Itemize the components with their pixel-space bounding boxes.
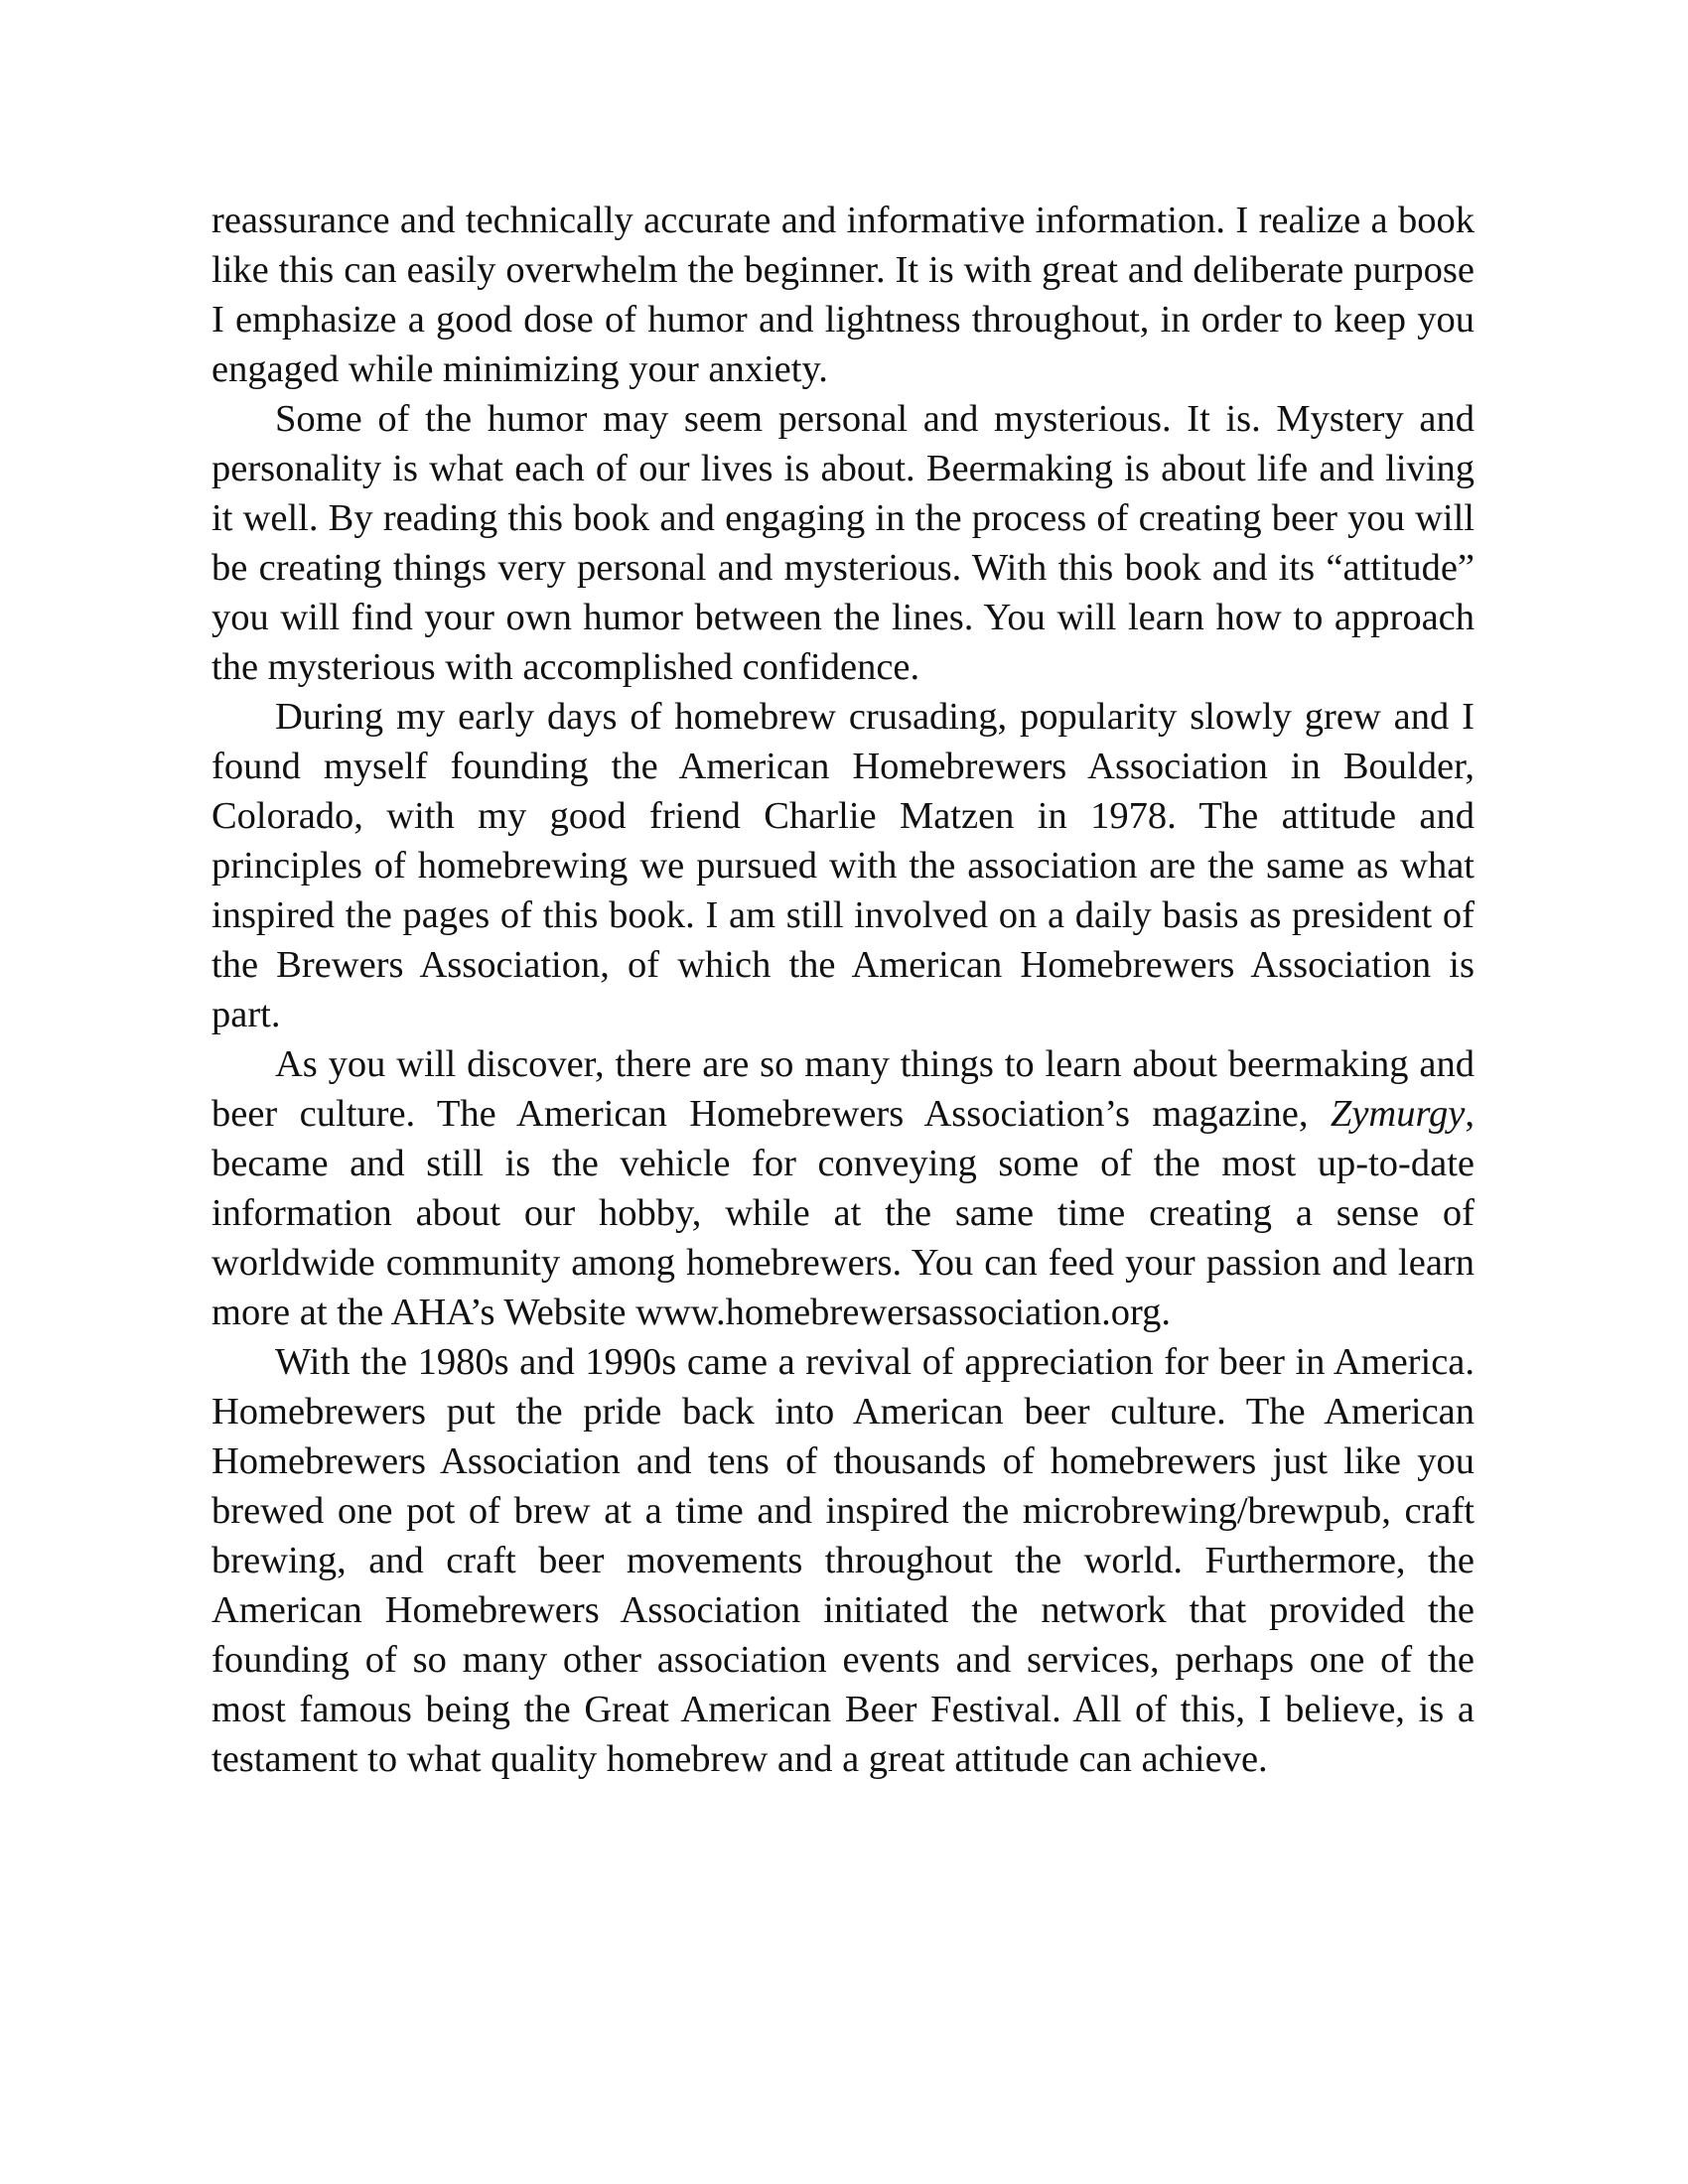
paragraph: During my early days of homebrew crusading, popularity slowly grew and I found myself founding the American Homebrewers Association in Boulder, Colorado, with my good friend Charlie Matzen in 1978. The attitude and principles of homebrewing we pursued with the association are the same as what inspired the pages of this book. I am still involved on a daily basis as president of the Brewers Association, of which the American Homebrewers Association is part. (211, 696, 1475, 1035)
paragraph-text: As you will discover, there are so many things to learn about beermaking and beer culture. The American Homebrewers Association’s magazine, (211, 1043, 1475, 1135)
website-url: www.homebrewersassociation.org. (635, 1292, 1171, 1333)
paragraph: With the 1980s and 1990s came a revival of appreciation for beer in America. Homebrewers put the pride back into American beer culture. The American Homebrewers Association and tens of thousands of homebrewers just like you brewed one pot of brew at a time and inspired the microbrewing/brewpub, craft brewing, and craft beer movements throughout the world. Furthermore, the American Homebrewers Association initiated the network that provided the founding of so many other association events and services, perhaps one of the most famous being the Great American Beer Festival. All of this, I believe, is a testament to what quality homebrew and a great attitude can achieve. (211, 1341, 1475, 1780)
body-text (211, 196, 1475, 1784)
paragraph: reassurance and technically accurate and informative information. I realize a book like this can easily overwhelm the beginner. It is with great and deliberate purpose I emphasize a good dose of humor and lightness throughout, in order to keep you engaged while minimizing your anxiety. (211, 200, 1475, 390)
paragraph: Some of the humor may seem personal and mysterious. It is. Mystery and personality is what each of our lives is about. Beermaking is about life and living it well. By reading this book and engaging in the process of creating beer you will be creating things very personal and mysterious. With this book and its “attitude” you will find your own humor between the lines. You will learn how to approach the mysterious with accomplished confidence. (211, 398, 1475, 688)
paragraph (211, 1039, 1475, 1337)
magazine-title: Zymurgy (1330, 1093, 1466, 1135)
paragraph-text: , became and still is the vehicle for conveying some of the most up-to-date information about our hobby, while at the same time creating a sense of worldwide community among homebrewers. You can feed your passion and learn more at the AHA’s Website (211, 1093, 1475, 1333)
